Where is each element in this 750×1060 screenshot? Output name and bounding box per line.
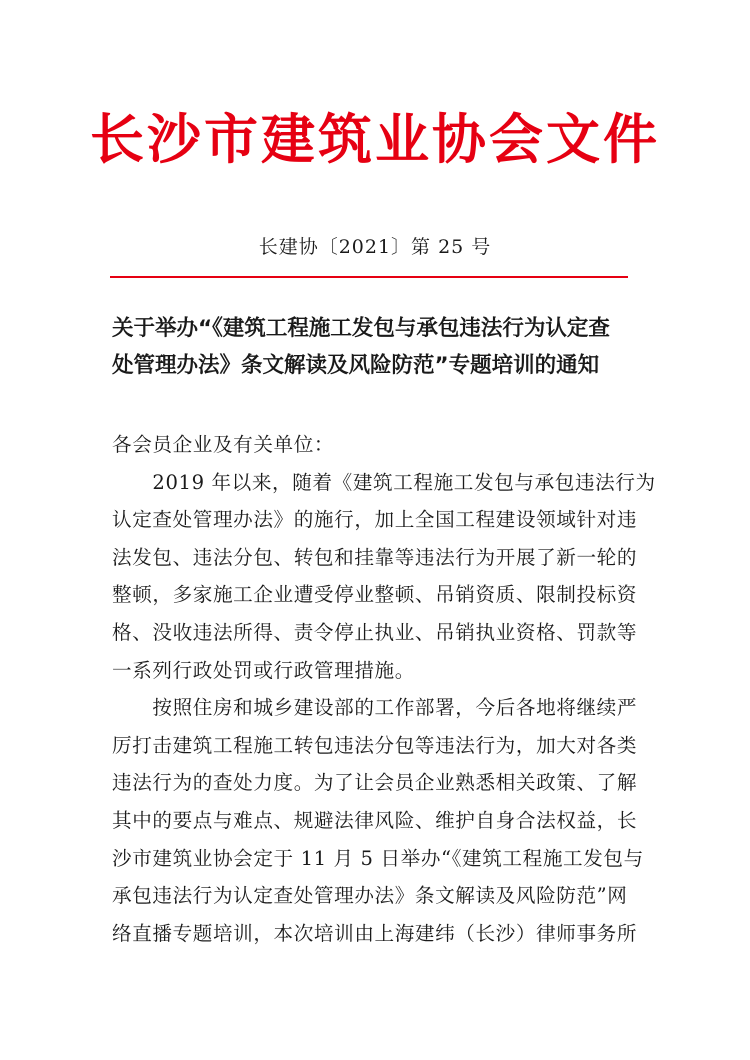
paragraph-line: 按照住房和城乡建设部的工作部署，今后各地将继续严 — [112, 696, 638, 720]
paragraph-line: 2019 年以来，随着《建筑工程施工发包与承包违法行为 — [112, 470, 656, 494]
red-divider-line — [110, 276, 628, 278]
paragraph-line: 络直播专题培训，本次培训由上海建纬（长沙）律师事务所 — [112, 921, 638, 945]
paragraph-line: 其中的要点与难点、规避法律风险、维护自身合法权益，长 — [112, 808, 638, 832]
masthead-title: 长沙市建筑业协会文件 — [90, 108, 660, 171]
paragraph-line: 格、没收违法所得、责令停止执业、吊销执业资格、罚款等 — [112, 620, 638, 644]
paragraph-2 — [112, 689, 644, 952]
paragraph-line: 沙市建筑业协会定于 11 月 5 日举办“《建筑工程施工发包与 — [112, 846, 644, 870]
paragraph-line: 法发包、违法分包、转包和挂靠等违法行为开展了新一轮的 — [112, 545, 638, 569]
paragraph-line: 承包违法行为认定查处管理办法》条文解读及风险防范”网 — [112, 884, 628, 908]
paragraph-line: 整顿，多家施工企业遭受停业整顿、吊销资质、限制投标资 — [112, 583, 638, 607]
notice-title — [112, 310, 652, 384]
paragraph-line: 厉打击建筑工程施工转包违法分包等违法行为，加大对各类 — [112, 733, 638, 757]
notice-title-line-1: 关于举办“《建筑工程施工发包与承包违法行为认定查 — [112, 316, 610, 341]
paragraph-line: 一系列行政处罚或行政管理措施。 — [112, 658, 415, 682]
salutation: 各会员企业及有关单位： — [112, 433, 335, 456]
paragraph-line: 违法行为的查处力度。为了让会员企业熟悉相关政策、了解 — [112, 771, 638, 795]
paragraph-1 — [112, 464, 656, 690]
document-number: 长建协〔2021〕第 25 号 — [258, 236, 492, 258]
notice-title-line-2: 处管理办法》条文解读及风险防范”专题培训的通知 — [112, 353, 600, 378]
paragraph-line: 认定查处管理办法》的施行，加上全国工程建设领域针对违 — [112, 508, 638, 532]
document-body — [112, 426, 656, 952]
